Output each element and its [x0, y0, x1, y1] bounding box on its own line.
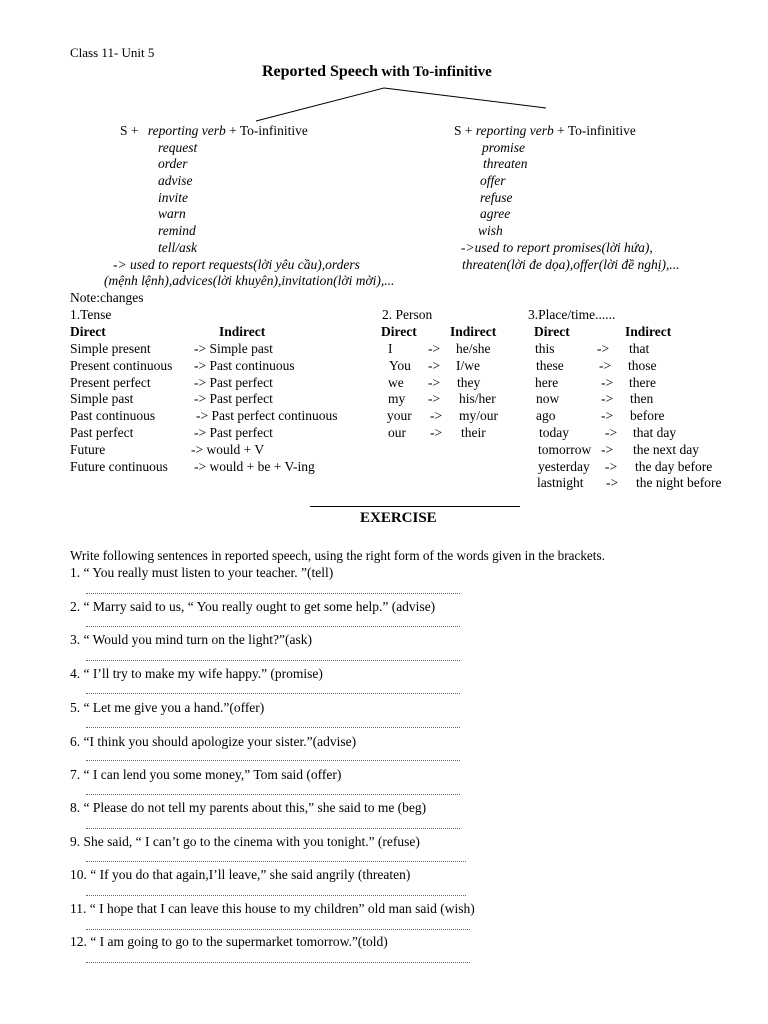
person-indirect: my/our — [459, 408, 498, 423]
person-indirect: his/her — [459, 391, 496, 406]
place-time-col-indirect: Indirect — [625, 324, 672, 339]
person-direct: I — [388, 341, 393, 356]
exercise-item: 1. “ You really must listen to your teacher. ”(tell) — [70, 565, 334, 580]
exercise-item: 6. “I think you should apologize your sister.”(advise) — [70, 734, 357, 749]
exercise-item: 10. “ If you do that again,I’ll leave,” she said angrily (threaten) — [70, 867, 411, 882]
place-time-direct: ago — [536, 408, 556, 423]
tense-col-direct: Direct — [70, 324, 106, 339]
exercise-separator — [310, 506, 520, 507]
left-verb-item: invite — [158, 190, 188, 205]
tense-indirect: -> Simple past — [194, 341, 273, 356]
left-usage-line-1: -> used to report requests(lời yêu cầu),orders — [113, 257, 360, 272]
person-heading: 2. Person — [382, 307, 433, 322]
answer-line[interactable] — [86, 962, 470, 963]
page-title-main: Reported Speech — [262, 63, 378, 80]
answer-line[interactable] — [86, 794, 460, 795]
place-time-arrow: -> — [601, 442, 614, 457]
answer-line[interactable] — [86, 760, 460, 761]
right-verb-item: promise — [482, 140, 525, 155]
right-verb-item: offer — [480, 173, 506, 188]
answer-line[interactable] — [86, 626, 460, 627]
tense-indirect: -> Past perfect continuous — [196, 408, 338, 423]
right-usage-line-2: threaten(lời đe dọa),offer(lời đề nghị),... — [462, 257, 680, 272]
branch-line-left — [256, 88, 384, 121]
person-arrow: -> — [430, 425, 443, 440]
answer-line[interactable] — [86, 727, 460, 728]
place-time-indirect: there — [629, 375, 656, 390]
person-arrow: -> — [428, 391, 441, 406]
place-time-col-direct: Direct — [534, 324, 570, 339]
place-time-indirect: the next day — [633, 442, 699, 457]
person-direct: You — [389, 358, 411, 373]
right-formula — [454, 124, 636, 138]
place-time-arrow: -> — [601, 408, 614, 423]
tense-direct: Simple present — [70, 341, 151, 356]
place-time-indirect: then — [630, 391, 654, 406]
left-formula — [120, 124, 308, 138]
place-time-arrow: -> — [605, 459, 618, 474]
person-arrow: -> — [428, 358, 441, 373]
tense-direct: Future continuous — [70, 459, 168, 474]
left-verb-item: request — [158, 140, 198, 155]
answer-line[interactable] — [86, 861, 466, 862]
right-formula-subject: S + — [454, 123, 473, 138]
left-verb-item: remind — [158, 223, 196, 238]
answer-line[interactable] — [86, 593, 460, 594]
left-formula-reporting-verb: reporting verb — [147, 123, 226, 138]
person-arrow: -> — [430, 408, 443, 423]
place-time-direct: here — [535, 375, 559, 390]
person-indirect: I/we — [456, 358, 480, 373]
person-col-direct: Direct — [381, 324, 417, 339]
exercise-heading: EXERCISE — [360, 510, 437, 526]
tense-direct: Past perfect — [70, 425, 134, 440]
place-time-arrow: -> — [597, 341, 610, 356]
right-usage-line-1: ->used to report promises(lời hứa), — [461, 240, 653, 255]
tense-direct: Present continuous — [70, 358, 173, 373]
place-time-direct: tomorrow — [538, 442, 592, 457]
answer-line[interactable] — [86, 660, 460, 661]
left-usage-line-2: (mệnh lệnh),advices(lời khuyên),invitation(lời mời),... — [104, 273, 395, 288]
place-time-arrow: -> — [599, 358, 612, 373]
place-time-indirect: the day before — [635, 459, 713, 474]
right-verb-item: agree — [480, 206, 511, 221]
tense-direct: Present perfect — [70, 375, 151, 390]
place-time-indirect: that day — [633, 425, 677, 440]
person-indirect: their — [461, 425, 486, 440]
tense-indirect: -> Past perfect — [194, 391, 273, 406]
place-time-arrow: -> — [606, 475, 619, 490]
place-time-direct: now — [536, 391, 560, 406]
person-arrow: -> — [428, 341, 441, 356]
answer-line[interactable] — [86, 693, 460, 694]
person-direct: your — [387, 408, 412, 423]
person-arrow: -> — [428, 375, 441, 390]
person-indirect: he/she — [456, 341, 491, 356]
branch-lines — [0, 0, 768, 130]
person-direct: we — [388, 375, 404, 390]
exercise-item: 2. “ Marry said to us, “ You really ought to get some help.” (advise) — [70, 599, 436, 614]
tense-direct: Past continuous — [70, 408, 156, 423]
exercise-item: 5. “ Let me give you a hand.”(offer) — [70, 700, 265, 715]
left-verb-item: advise — [158, 173, 193, 188]
place-time-arrow: -> — [605, 425, 618, 440]
tense-direct: Future — [70, 442, 106, 457]
person-direct: my — [388, 391, 406, 406]
exercise-instruction: Write following sentences in reported speech, using the right form of the words given in the brackets. — [70, 548, 605, 563]
left-formula-tail: + To-infinitive — [229, 123, 308, 138]
answer-line[interactable] — [86, 929, 470, 930]
class-unit-label: Class 11- Unit 5 — [70, 45, 155, 60]
place-time-arrow: -> — [601, 391, 614, 406]
branch-line-right — [384, 88, 546, 108]
place-time-arrow: -> — [601, 375, 614, 390]
tense-heading: 1.Tense — [70, 307, 112, 322]
tense-indirect: -> Past continuous — [194, 358, 295, 373]
tense-direct: Simple past — [70, 391, 134, 406]
exercise-item: 3. “ Would you mind turn on the light?”(ask) — [70, 632, 312, 647]
exercise-item: 8. “ Please do not tell my parents about this,” she said to me (beg) — [70, 800, 427, 815]
place-time-indirect: before — [630, 408, 665, 423]
place-time-direct: these — [536, 358, 564, 373]
right-formula-tail: + To-infinitive — [557, 123, 636, 138]
answer-line[interactable] — [86, 895, 466, 896]
person-indirect: they — [457, 375, 481, 390]
exercise-item: 7. “ I can lend you some money,” Tom said (offer) — [70, 767, 342, 782]
right-verb-item: refuse — [480, 190, 513, 205]
place-time-indirect: the night before — [636, 475, 722, 490]
left-verb-item: order — [158, 156, 188, 171]
place-time-heading: 3.Place/time...... — [528, 307, 616, 322]
right-verb-item: wish — [478, 223, 503, 238]
answer-line[interactable] — [86, 828, 460, 829]
exercise-item: 11. “ I hope that I can leave this house to my children” old man said (wish) — [70, 901, 475, 916]
person-col-indirect: Indirect — [450, 324, 497, 339]
place-time-direct: yesterday — [538, 459, 590, 474]
left-verb-item: warn — [158, 206, 186, 221]
left-formula-subject: S + — [120, 123, 139, 138]
exercise-item: 12. “ I am going to go to the supermarket tomorrow.”(told) — [70, 934, 388, 949]
right-verb-item: threaten — [483, 156, 528, 171]
left-verb-item: tell/ask — [158, 240, 197, 255]
place-time-direct: this — [535, 341, 555, 356]
exercise-item: 4. “ I’ll try to make my wife happy.” (promise) — [70, 666, 323, 681]
place-time-indirect: that — [629, 341, 650, 356]
tense-indirect: -> Past perfect — [194, 425, 273, 440]
place-time-indirect: those — [628, 358, 657, 373]
note-label: Note:changes — [70, 290, 144, 305]
exercise-item: 9. She said, “ I can’t go to the cinema with you tonight.” (refuse) — [70, 834, 420, 849]
tense-col-indirect: Indirect — [219, 324, 266, 339]
right-formula-reporting-verb: reporting verb — [475, 123, 554, 138]
page-title-rest: with To-infinitive — [381, 64, 492, 80]
person-direct: our — [388, 425, 406, 440]
tense-indirect: -> would + be + V-ing — [194, 459, 315, 474]
place-time-direct: lastnight — [537, 475, 584, 490]
tense-indirect: -> Past perfect — [194, 375, 273, 390]
tense-indirect: -> would + V — [191, 442, 265, 457]
place-time-direct: today — [539, 425, 569, 440]
